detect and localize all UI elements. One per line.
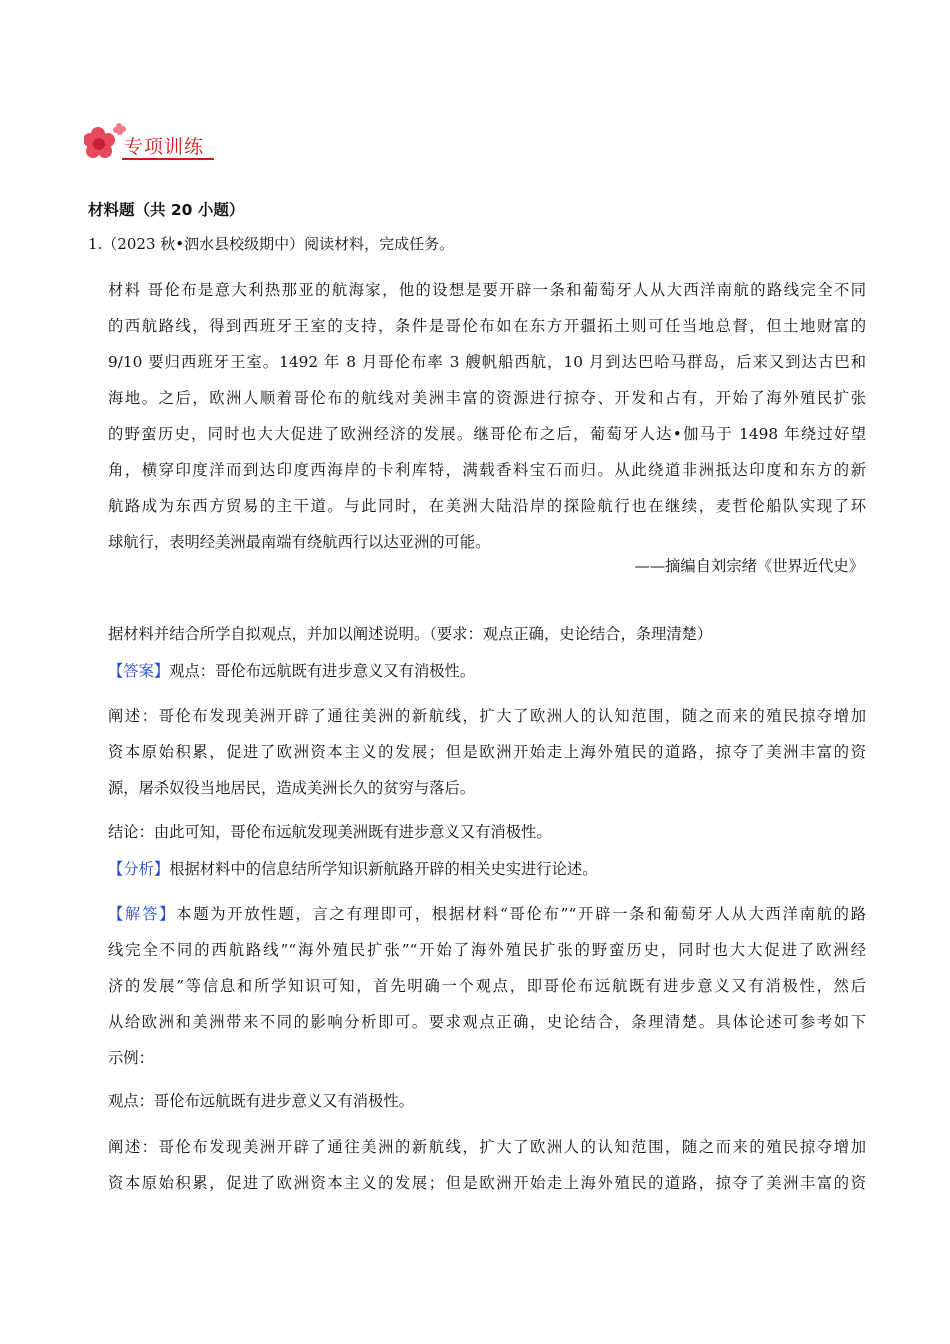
solution-tag: 【解答】 — [108, 905, 177, 923]
analysis-text: 根据材料中的信息结所学知识新航路开辟的相关史实进行论述。 — [169, 860, 598, 878]
question-heading: 1.（2023 秋•泗水县校级期中）阅读材料，完成任务。 — [88, 235, 455, 253]
material-line: 球航行，表明经美洲最南端有绕航西行以达亚洲的可能。 — [108, 533, 491, 551]
answer-conclusion: 结论：由此可知，哥伦布远航发现美洲既有进步意义又有消极性。 — [108, 823, 552, 841]
material-source: ——摘编自刘宗绪《世界近代史》 — [634, 557, 864, 575]
material-line: 角，横穿印度洋而到达印度西海岸的卡利库特，满载香料宝石而归。从此绕道非洲抵达印度和东方的新 — [108, 461, 866, 479]
solution-first-line: 本题为开放性题，言之有理即可，根据材料“哥伦布”“开辟一条和葡萄牙人从大西洋南航的路 — [176, 905, 866, 923]
analysis-tag: 【分析】 — [108, 860, 170, 878]
solution-elaboration — [108, 1129, 866, 1201]
answer-viewpoint — [108, 659, 866, 681]
badge-title: 专项训练 — [124, 136, 205, 158]
answer-elaboration — [108, 698, 866, 806]
elaboration-line: 资本原始积累，促进了欧洲资本主义的发展；但是欧洲开始走上海外殖民的道路，掠夺了美洲丰富的资 — [108, 743, 866, 761]
material-line: 的西航路线，得到西班牙王室的支持，条件是哥伦布如在东方开疆拓土则可任当地总督，但土地财富的 — [108, 317, 866, 335]
section-title: 材料题（共 20 小题） — [88, 201, 245, 219]
material-passage — [108, 272, 866, 560]
badge-underline — [122, 158, 214, 160]
material-line: 材料 哥伦布是意大利热那亚的航海家，他的设想是要开辟一条和葡萄牙人从大西洋南航的路线完全不同 — [108, 281, 866, 299]
solution-line: 线完全不同的西航路线”“海外殖民扩张”“开始了海外殖民扩张的野蛮历史，同时也大大促进了欧洲经 — [108, 941, 866, 959]
task-prompt: 据材料并结合所学自拟观点，并加以阐述说明。（要求：观点正确，史论结合，条理清楚） — [108, 625, 713, 643]
answer-tag: 【答案】 — [108, 662, 170, 680]
elaboration-line: 源，屠杀奴役当地居民，造成美洲长久的贫穷与落后。 — [108, 779, 476, 797]
solution-paragraph — [108, 896, 866, 1076]
elaboration-line: 阐述：哥伦布发现美洲开辟了通往美洲的新航线，扩大了欧洲人的认知范围，随之而来的殖民掠夺增加 — [108, 707, 866, 725]
material-line: 航路成为东西方贸易的主干道。与此同时，在美洲大陆沿岸的探险航行也在继续，麦哲伦船队实现了环 — [108, 497, 866, 515]
solution-line: 从给欧洲和美洲带来不同的影响分析即可。要求观点正确，史论结合，条理清楚。具体论述可参考如下 — [108, 1013, 866, 1031]
flower-icon — [84, 120, 128, 168]
material-line: 海地。之后，欧洲人顺着哥伦布的航线对美洲丰富的资源进行掠夺、开发和占有，开始了海外殖民扩张 — [108, 389, 866, 407]
material-line: 9/10 要归西班牙王室。1492 年 8 月哥伦布率 3 艘帆船西航，10 月到达巴哈马群岛，后来又到达古巴和 — [108, 353, 866, 371]
elaboration-line: 资本原始积累，促进了欧洲资本主义的发展；但是欧洲开始走上海外殖民的道路，掠夺了美洲丰富的资 — [108, 1174, 866, 1192]
material-line: 的野蛮历史，同时也大大促进了欧洲经济的发展。继哥伦布之后，葡萄牙人达•伽马于 1498 年绕过好望 — [108, 425, 866, 443]
answer-viewpoint-text: 观点：哥伦布远航既有进步意义又有消极性。 — [169, 662, 476, 680]
solution-line: 济的发展”等信息和所学知识可知，首先明确一个观点，即哥伦布远航既有进步意义又有消极性，然后 — [108, 977, 866, 995]
solution-line: 示例： — [108, 1049, 154, 1067]
section-badge — [84, 120, 224, 168]
solution-viewpoint: 观点：哥伦布远航既有进步意义又有消极性。 — [108, 1092, 414, 1110]
elaboration-line: 阐述：哥伦布发现美洲开辟了通往美洲的新航线，扩大了欧洲人的认知范围，随之而来的殖民掠夺增加 — [108, 1138, 866, 1156]
solution-line — [108, 896, 866, 932]
analysis-paragraph — [108, 857, 866, 879]
